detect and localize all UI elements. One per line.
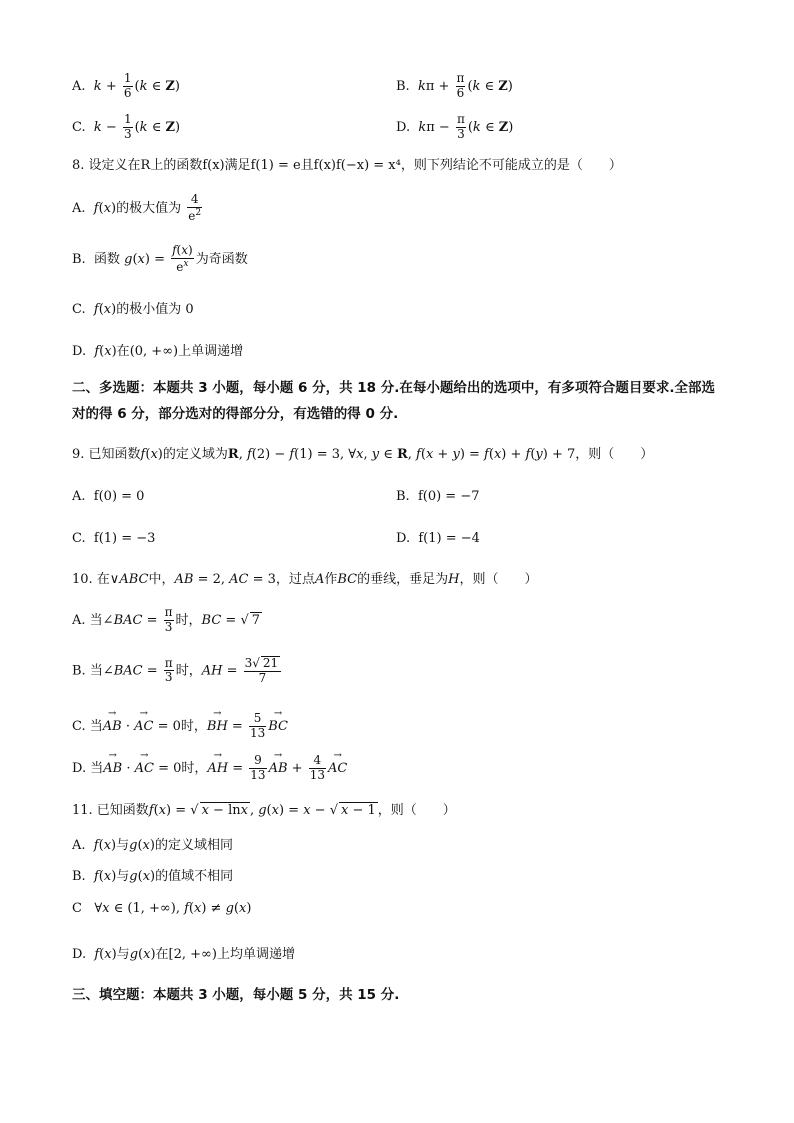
q7-option-b: B. kπ + $\frac{\pi}{6}$ (k ∈ Z) bbox=[396, 71, 513, 100]
q9-option-d: D. f(1) = −4 bbox=[396, 531, 480, 546]
q10-option-b: B. 当∠BAC = $\frac{\pi}{3}$ 时，AH = $\frac{3√ 21}{7}$ bbox=[72, 656, 283, 686]
q11-option-b: B. f(x)与g(x)的值域不相同 bbox=[72, 869, 234, 884]
q9-stem: 9. 已知函数f(x)的定义域为R, f(2) − f(1) = 3, ∀x, y ∈ R, f(x + y) = f(x) + f(y) + 7，则（ ） bbox=[72, 447, 654, 462]
q9-option-c: C. f(1) = −3 bbox=[72, 531, 156, 546]
q8-option-a: A. f(x)的极大值为 $\frac{4}{e^2}$ bbox=[72, 192, 202, 223]
q11-option-d: D. f(x)与g(x)在[2, +∞)上均单调递增 bbox=[72, 947, 295, 962]
section-3-heading: 三、填空题：本题共 3 小题，每小题 5 分，共 15 分. bbox=[72, 987, 400, 1003]
q11-option-c: C ∀x ∈ (1, +∞), f(x) ≠ g(x) bbox=[72, 901, 252, 916]
q11-stem: 11. 已知函数f(x) = √ x − lnx , g(x) = x − √ x − 1 ，则（ ） bbox=[72, 803, 456, 818]
q10-option-a: A. 当∠BAC = $\frac{\pi}{3}$ 时，BC = √ 7 bbox=[72, 605, 261, 634]
q10-stem: 10. 在∨ABC中，AB = 2, AC = 3，过点A作BC的垂线，垂足为H，则（ ） bbox=[72, 572, 538, 587]
section-2-heading: 二、多选题：本题共 3 小题，每小题 6 分，共 18 分.在每小题给出的选项中，有多项符合题目要求.全部选对的得 6 分，部分选对的得部分分，有选错的得 0 分. bbox=[72, 380, 716, 422]
q7-option-d: D. kπ − $\frac{\pi}{3}$ (k ∈ Z) bbox=[396, 112, 514, 141]
q7-option-a: A. k + $\frac{1}{6}$ (k ∈ Z) bbox=[72, 71, 180, 100]
q8-option-b: B. 函数 g(x) = $\frac{f(x)}{e^x}$ 为奇函数 bbox=[72, 243, 248, 274]
q8-option-d: D. f(x)在(0, +∞)上单调递增 bbox=[72, 344, 244, 359]
q9-option-a: A. f(0) = 0 bbox=[72, 489, 145, 504]
q9-option-b: B. f(0) = −7 bbox=[396, 489, 480, 504]
q8-stem: 8. 设定义在R上的函数f(x)满足f(1) = e且f(x)f(−x) = x⁴，则下列结论不可能成立的是（ ） bbox=[72, 158, 622, 173]
q11-option-a: A. f(x)与g(x)的定义域相同 bbox=[72, 838, 233, 853]
q10-option-c: C. 当→ AB · → AC = 0时，→ BH = $\frac{5}{13}$ → BC bbox=[72, 712, 288, 741]
q10-option-d: D. 当→ AB · → AC = 0时，→ AH = $\frac{9}{13}$ → AB + $\frac{4}{13}$ → AC bbox=[72, 754, 347, 783]
q7-option-c: C. k − $\frac{1}{3}$ (k ∈ Z) bbox=[72, 112, 181, 141]
q8-option-c: C. f(x)的极小值为 0 bbox=[72, 302, 194, 317]
